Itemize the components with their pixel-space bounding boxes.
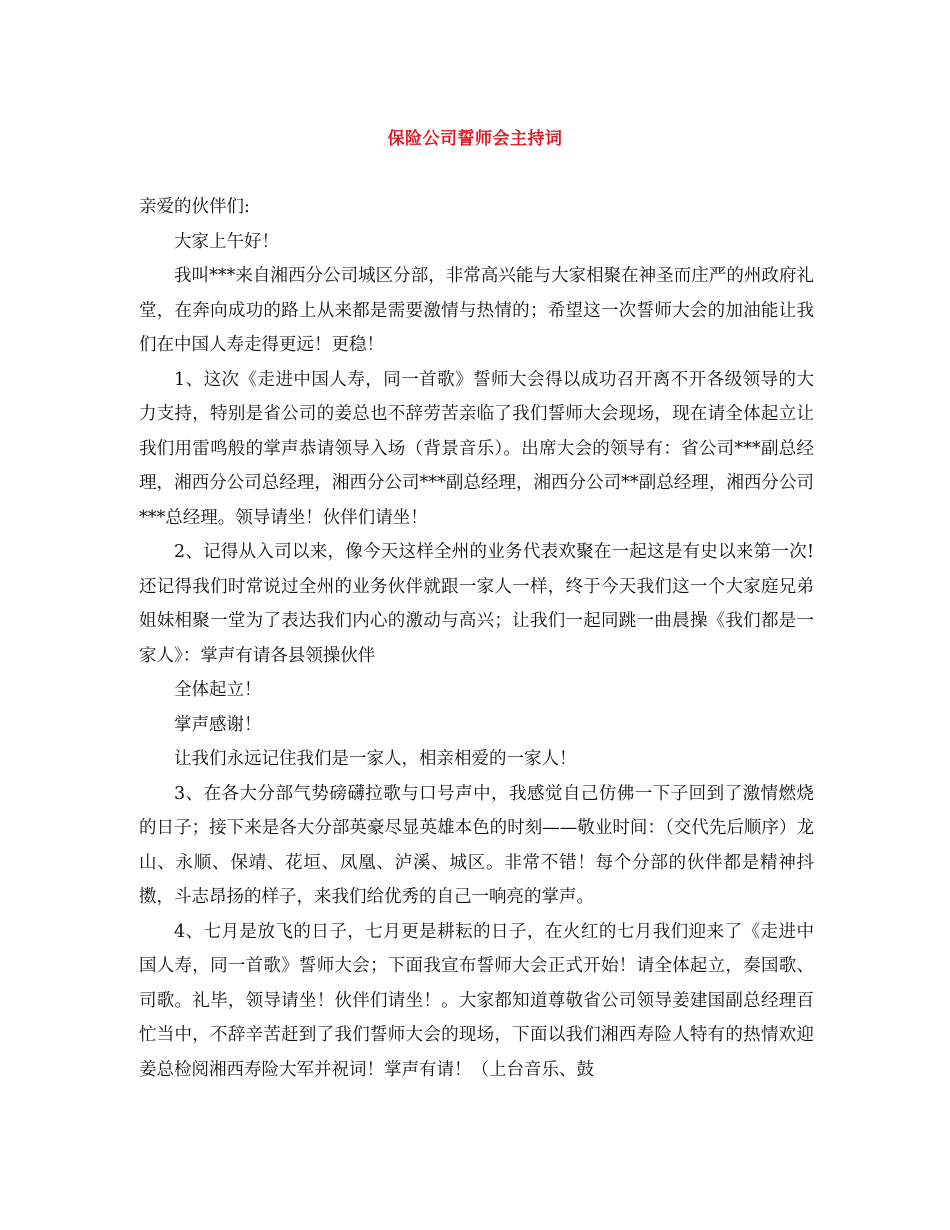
paragraph-3: 3、在各大分部气势磅礴拉歌与口号声中，我感觉自己仿佛一下子回到了激情燃烧的日子；接下来是各大分部英豪尽显英雄本色的时刻——敬业时间：（交代先后顺序）龙山、永顺、保靖、花垣、凤凰、泸溪、城区。非常不错！每个分部的伙伴都是精神抖擞，斗志昂扬的样子，来我们给优秀的自己一响亮的掌声。 <box>139 783 814 907</box>
salutation: 亲爱的伙伴们: <box>139 197 250 217</box>
paragraph-intro: 我叫***来自湘西分公司城区分部，非常高兴能与大家相聚在神圣而庄严的州政府礼堂，在奔向成功的路上从来都是需要激情与热情的；希望这一次誓师大会的加油能让我们在中国人寿走得更远！更稳！ <box>139 266 814 355</box>
line-applause: 掌声感谢！ <box>174 714 262 735</box>
line-stand-up: 全体起立！ <box>174 680 262 700</box>
paragraph-1: 1、这次《走进中国人寿，同一首歌》誓师大会得以成功召开离不开各级领导的大力支持，特别是省公司的姜总也不辞劳苦亲临了我们誓师大会现场，现在请全体起立让我们用雷鸣般的掌声恭请领导入场（背景音乐）。出席大会的领导有：省公司***副总经理，湘西分公司总经理，湘西分公司***副总经理，湘西分公司**副总经理，湘西分公司***总经理。领导请坐！伙伴们请坐！ <box>139 369 814 528</box>
greeting: 大家上午好！ <box>174 231 279 252</box>
document-title: 保险公司誓师会主持词 <box>387 129 563 149</box>
line-family: 让我们永远记住我们是一家人，相亲相爱的一家人！ <box>174 749 577 769</box>
paragraph-2: 2、记得从入司以来，像今天这样全州的业务代表欢聚在一起这是有史以来第一次!还记得我们时常说过全州的业务伙伴就跟一家人一样，终于今天我们这一个大家庭兄弟姐妹相聚一堂为了表达我们内心的激动与高兴；让我们一起同跳一曲晨操《我们都是一家人》：掌声有请各县领操伙伴 <box>139 542 814 666</box>
paragraph-4: 4、七月是放飞的日子，七月更是耕耘的日子，在火红的七月我们迎来了《走进中国人寿，同一首歌》誓师大会；下面我宣布誓师大会正式开始！请全体起立，奏国歌、司歌。礼毕，领导请坐！伙伴们请坐！。大家都知道尊敬省公司领导姜建国副总经理百忙当中，不辞辛苦赶到了我们誓师大会的现场，下面以我们湘西寿险人特有的热情欢迎姜总检阅湘西寿险大军并祝词！掌声有请！（上台音乐、鼓 <box>139 921 814 1080</box>
document-body <box>139 190 814 1087</box>
